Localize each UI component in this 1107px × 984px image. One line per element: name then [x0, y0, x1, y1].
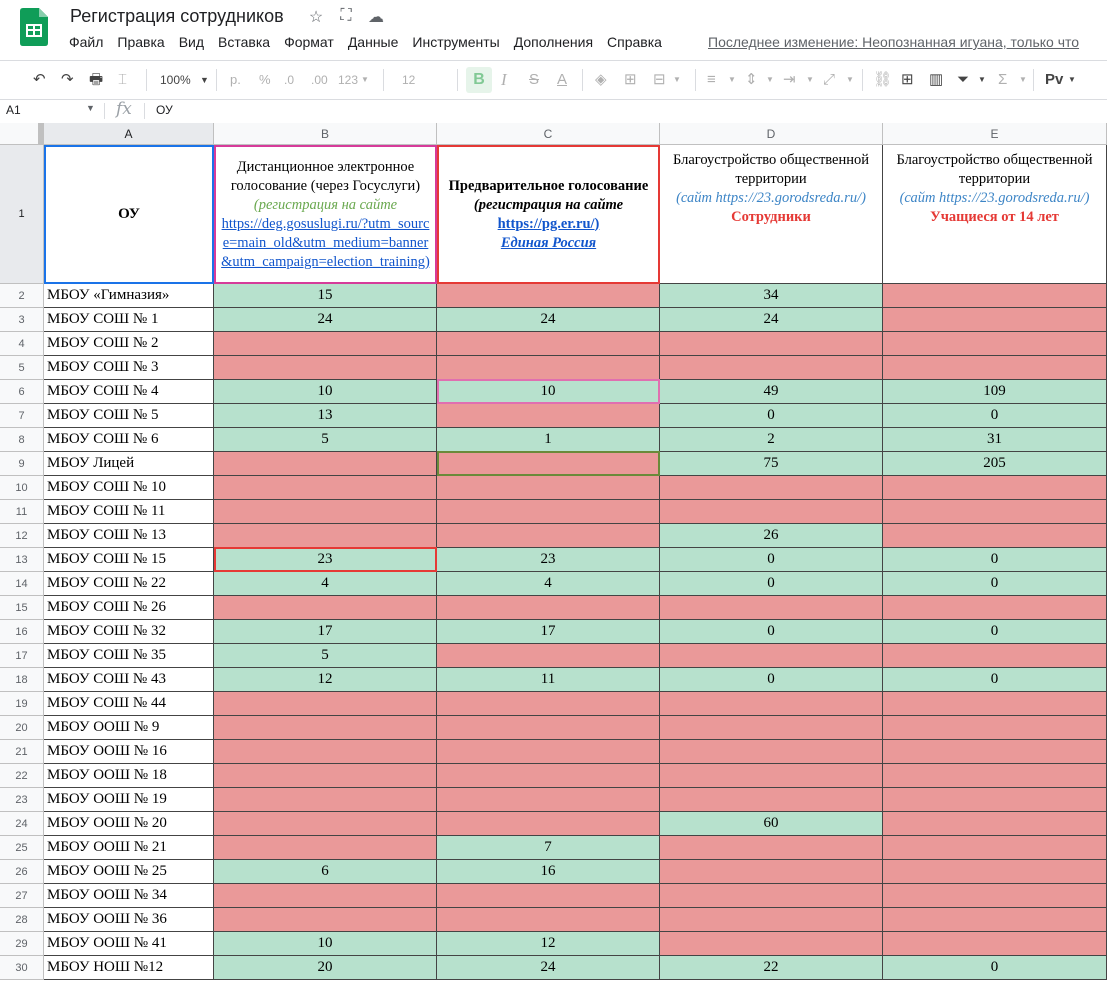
value-cell-b[interactable] [214, 476, 437, 500]
row-header[interactable]: 16 [0, 620, 44, 644]
chevron-down-icon[interactable]: ▼ [361, 75, 369, 84]
column-header-b[interactable]: B [214, 123, 437, 145]
value-cell-e[interactable] [883, 788, 1107, 812]
filter-icon[interactable]: ⏷ [957, 71, 970, 88]
value-cell-b[interactable] [214, 332, 437, 356]
chevron-down-icon[interactable]: ▼ [200, 75, 209, 85]
value-cell-b[interactable] [214, 452, 437, 476]
value-cell-e[interactable] [883, 860, 1107, 884]
menu-data[interactable]: Данные [347, 34, 399, 50]
value-cell-c[interactable] [437, 788, 660, 812]
value-cell-d[interactable]: 24 [660, 308, 883, 332]
document-title[interactable]: Регистрация сотрудников [70, 6, 284, 26]
cell-a1[interactable] [44, 145, 214, 284]
school-name-cell[interactable]: МБОУ СОШ № 44 [44, 692, 214, 716]
row-header[interactable]: 14 [0, 572, 44, 596]
value-cell-d[interactable]: 2 [660, 428, 883, 452]
redo-icon[interactable]: ↷ [61, 71, 74, 88]
school-name-cell[interactable]: МБОУ ООШ № 18 [44, 764, 214, 788]
value-cell-b[interactable] [214, 812, 437, 836]
school-name-cell[interactable]: МБОУ СОШ № 43 [44, 668, 214, 692]
cell-c1[interactable] [437, 145, 660, 284]
value-cell-d[interactable] [660, 764, 883, 788]
value-cell-c[interactable] [437, 764, 660, 788]
borders-icon[interactable]: ⊞ [624, 71, 637, 88]
school-name-cell[interactable]: МБОУ «Гимназия» [44, 284, 214, 308]
value-cell-e[interactable] [883, 596, 1107, 620]
value-cell-e[interactable]: 31 [883, 428, 1107, 452]
chevron-down-icon[interactable]: ▼ [806, 75, 814, 84]
value-cell-d[interactable] [660, 692, 883, 716]
school-name-cell[interactable]: МБОУ ООШ № 41 [44, 932, 214, 956]
value-cell-d[interactable] [660, 596, 883, 620]
value-cell-c[interactable] [437, 284, 660, 308]
value-cell-b[interactable]: 13 [214, 404, 437, 428]
fx-icon: fx [116, 99, 132, 119]
insert-comment-icon[interactable]: ⊞ [901, 71, 914, 88]
value-cell-e[interactable] [883, 716, 1107, 740]
fill-color-icon[interactable]: ◈ [595, 71, 607, 88]
value-cell-e[interactable]: 205 [883, 452, 1107, 476]
value-cell-c[interactable] [437, 644, 660, 668]
value-cell-d[interactable]: 0 [660, 620, 883, 644]
value-cell-b[interactable] [214, 692, 437, 716]
cell-b1[interactable] [214, 145, 437, 284]
value-cell-e[interactable]: 0 [883, 668, 1107, 692]
value-cell-b[interactable] [214, 908, 437, 932]
row-header[interactable]: 25 [0, 836, 44, 860]
paint-format-icon[interactable]: ⌶ [118, 71, 128, 88]
row-header[interactable]: 23 [0, 788, 44, 812]
value-cell-c[interactable]: 24 [437, 956, 660, 980]
text-color-button[interactable]: A [557, 71, 568, 88]
cell-d1[interactable] [660, 145, 883, 284]
menu-insert[interactable]: Вставка [218, 34, 271, 50]
school-name-cell[interactable]: МБОУ ООШ № 9 [44, 716, 214, 740]
value-cell-c[interactable] [437, 908, 660, 932]
school-name-cell[interactable]: МБОУ СОШ № 11 [44, 500, 214, 524]
school-name-cell[interactable]: МБОУ СОШ № 32 [44, 620, 214, 644]
row-header[interactable]: 20 [0, 716, 44, 740]
value-cell-e[interactable] [883, 692, 1107, 716]
font-size-select[interactable]: 12 [402, 73, 416, 87]
chevron-down-icon[interactable]: ▼ [728, 75, 736, 84]
value-cell-e[interactable] [883, 332, 1107, 356]
row-header[interactable]: 24 [0, 812, 44, 836]
name-box[interactable]: A1 [6, 103, 21, 117]
input-tools-button[interactable]: Pv [1045, 71, 1064, 88]
cell-text: Сотрудники [731, 209, 811, 225]
value-cell-d[interactable]: 0 [660, 668, 883, 692]
row-header[interactable]: 15 [0, 596, 44, 620]
value-cell-b[interactable]: 4 [214, 572, 437, 596]
value-cell-d[interactable]: 0 [660, 404, 883, 428]
cell-text: (регистрация на сайте [253, 196, 398, 213]
school-name-cell[interactable]: МБОУ СОШ № 15 [44, 548, 214, 572]
school-name-cell[interactable]: МБОУ СОШ № 22 [44, 572, 214, 596]
value-cell-e[interactable] [883, 500, 1107, 524]
value-cell-e[interactable]: 0 [883, 572, 1107, 596]
zoom-select[interactable]: 100% [160, 73, 191, 87]
value-cell-e[interactable]: 0 [883, 404, 1107, 428]
value-cell-c[interactable] [437, 500, 660, 524]
formula-bar [0, 99, 1107, 124]
value-cell-b[interactable] [214, 884, 437, 908]
value-cell-b[interactable] [214, 356, 437, 380]
value-cell-c[interactable] [437, 812, 660, 836]
value-cell-e[interactable] [883, 884, 1107, 908]
school-name-cell[interactable]: МБОУ ООШ № 19 [44, 788, 214, 812]
row-header[interactable]: 4 [0, 332, 44, 356]
school-name-cell[interactable]: МБОУ Лицей [44, 452, 214, 476]
gosuslugi-link[interactable]: https://deg.gosuslugi.ru/?utm_source=main_old&utm_medium=banner&utm_campaign=election_training) [221, 215, 430, 270]
select-all-corner[interactable] [0, 123, 44, 145]
row-header[interactable]: 11 [0, 500, 44, 524]
value-cell-c[interactable]: 24 [437, 308, 660, 332]
cell-text: (сайт https://23.gorodsreda.ru/) [676, 190, 866, 206]
value-cell-b[interactable]: 17 [214, 620, 437, 644]
value-cell-d[interactable] [660, 908, 883, 932]
value-cell-e[interactable] [883, 836, 1107, 860]
value-cell-b[interactable]: 12 [214, 668, 437, 692]
star-icon[interactable]: ☆ [308, 9, 324, 26]
text-wrap-icon[interactable]: ⇥ [783, 71, 796, 88]
cell-text: Учащиеся от 14 лет [930, 209, 1059, 225]
column-header-d[interactable]: D [660, 123, 883, 145]
column-header-a[interactable]: A [44, 123, 214, 145]
bold-button[interactable]: B [466, 67, 492, 93]
value-cell-b[interactable]: 5 [214, 644, 437, 668]
value-cell-c[interactable] [437, 524, 660, 548]
strikethrough-button[interactable]: S [529, 71, 540, 88]
value-cell-b[interactable] [214, 524, 437, 548]
value-cell-d[interactable]: 34 [660, 284, 883, 308]
value-cell-c[interactable] [437, 596, 660, 620]
text-rotation-icon[interactable]: ⤢ [823, 71, 836, 88]
value-cell-b[interactable]: 6 [214, 860, 437, 884]
chevron-down-icon[interactable]: ▼ [978, 75, 986, 84]
value-cell-d[interactable] [660, 932, 883, 956]
row-header[interactable]: 6 [0, 380, 44, 404]
sheets-logo-icon[interactable] [20, 8, 48, 46]
value-cell-d[interactable] [660, 740, 883, 764]
row-header[interactable]: 2 [0, 284, 44, 308]
row-header[interactable]: 28 [0, 908, 44, 932]
increase-decimal-button[interactable]: .00 [311, 73, 328, 87]
value-cell-c[interactable] [437, 452, 660, 476]
menu-addons[interactable]: Дополнения [513, 34, 594, 50]
spreadsheet-grid [0, 123, 1107, 984]
value-cell-e[interactable] [883, 764, 1107, 788]
menu-bar [62, 34, 669, 50]
row-header[interactable]: 19 [0, 692, 44, 716]
row-header[interactable]: 26 [0, 860, 44, 884]
align-horizontal-icon[interactable]: ≡ [707, 71, 716, 88]
school-name-cell[interactable]: МБОУ ООШ № 25 [44, 860, 214, 884]
cell-text: Благоустройство общественной территории [896, 152, 1093, 187]
school-name-cell[interactable]: МБОУ СОШ № 2 [44, 332, 214, 356]
value-cell-c[interactable] [437, 476, 660, 500]
value-cell-d[interactable]: 22 [660, 956, 883, 980]
value-cell-d[interactable] [660, 716, 883, 740]
value-cell-b[interactable] [214, 716, 437, 740]
school-name-cell[interactable]: МБОУ ООШ № 34 [44, 884, 214, 908]
cell-text: ОУ [118, 206, 140, 222]
value-cell-d[interactable] [660, 476, 883, 500]
value-cell-d[interactable]: 60 [660, 812, 883, 836]
value-cell-b[interactable] [214, 836, 437, 860]
value-cell-b[interactable]: 23 [214, 548, 437, 572]
value-cell-b[interactable]: 5 [214, 428, 437, 452]
row-header[interactable]: 8 [0, 428, 44, 452]
cell-text: Дистанционное электронное голосование (через Госуслуги) [230, 158, 421, 194]
value-cell-e[interactable] [883, 932, 1107, 956]
school-name-cell[interactable]: МБОУ ООШ № 20 [44, 812, 214, 836]
row-header[interactable]: 10 [0, 476, 44, 500]
last-edit-link[interactable]: Последнее изменение: Неопознанная игуана, только что [708, 34, 1080, 50]
italic-button[interactable]: I [501, 70, 507, 89]
value-cell-b[interactable]: 10 [214, 932, 437, 956]
pg-er-link[interactable]: https://pg.er.ru/) [497, 215, 600, 232]
row-header[interactable]: 21 [0, 740, 44, 764]
chevron-down-icon[interactable]: ▼ [766, 75, 774, 84]
value-cell-e[interactable] [883, 284, 1107, 308]
merge-cells-icon[interactable]: ⊟ [653, 71, 666, 88]
school-name-cell[interactable]: МБОУ НОШ №12 [44, 956, 214, 980]
column-header-e[interactable]: E [883, 123, 1107, 145]
value-cell-e[interactable]: 0 [883, 548, 1107, 572]
decrease-decimal-button[interactable]: .0 [284, 73, 295, 87]
value-cell-e[interactable] [883, 812, 1107, 836]
value-cell-c[interactable] [437, 740, 660, 764]
value-cell-b[interactable]: 10 [214, 380, 437, 404]
align-vertical-icon[interactable]: ⇕ [745, 71, 758, 88]
school-name-cell[interactable]: МБОУ СОШ № 26 [44, 596, 214, 620]
row-header[interactable]: 29 [0, 932, 44, 956]
menu-format[interactable]: Формат [284, 34, 334, 50]
title-bar [0, 0, 1107, 60]
school-name-cell[interactable]: МБОУ ООШ № 21 [44, 836, 214, 860]
value-cell-b[interactable] [214, 764, 437, 788]
value-cell-e[interactable]: 0 [883, 956, 1107, 980]
row-header[interactable]: 13 [0, 548, 44, 572]
school-name-cell[interactable]: МБОУ СОШ № 5 [44, 404, 214, 428]
school-name-cell[interactable]: МБОУ СОШ № 35 [44, 644, 214, 668]
menu-help[interactable]: Справка [607, 34, 662, 50]
value-cell-d[interactable]: 26 [660, 524, 883, 548]
value-cell-c[interactable]: 1 [437, 428, 660, 452]
currency-format-button[interactable]: р. [230, 72, 241, 87]
value-cell-e[interactable]: 0 [883, 620, 1107, 644]
school-name-cell[interactable]: МБОУ СОШ № 3 [44, 356, 214, 380]
chevron-down-icon[interactable]: ▼ [1068, 75, 1076, 84]
value-cell-d[interactable] [660, 500, 883, 524]
value-cell-c[interactable]: 23 [437, 548, 660, 572]
value-cell-c[interactable]: 7 [437, 836, 660, 860]
value-cell-d[interactable]: 75 [660, 452, 883, 476]
value-cell-e[interactable] [883, 524, 1107, 548]
value-cell-d[interactable] [660, 860, 883, 884]
value-cell-c[interactable] [437, 716, 660, 740]
value-cell-c[interactable] [437, 404, 660, 428]
formula-input[interactable]: ОУ [156, 103, 173, 117]
value-cell-c[interactable] [437, 356, 660, 380]
chevron-down-icon[interactable]: ▼ [846, 75, 854, 84]
value-cell-d[interactable]: 0 [660, 548, 883, 572]
value-cell-c[interactable] [437, 692, 660, 716]
row-header[interactable]: 27 [0, 884, 44, 908]
value-cell-d[interactable]: 49 [660, 380, 883, 404]
row-header[interactable]: 5 [0, 356, 44, 380]
insert-chart-icon[interactable]: ▥ [929, 71, 944, 88]
value-cell-d[interactable] [660, 356, 883, 380]
functions-icon[interactable]: Σ [998, 71, 1008, 88]
percent-format-button[interactable]: % [259, 72, 271, 87]
school-name-cell[interactable]: МБОУ СОШ № 4 [44, 380, 214, 404]
menu-tools[interactable]: Инструменты [412, 34, 500, 50]
value-cell-d[interactable] [660, 836, 883, 860]
value-cell-b[interactable] [214, 788, 437, 812]
value-cell-b[interactable]: 15 [214, 284, 437, 308]
toolbar [0, 60, 1107, 100]
chevron-down-icon[interactable]: ▼ [86, 103, 95, 113]
row-header[interactable]: 7 [0, 404, 44, 428]
row-header[interactable]: 18 [0, 668, 44, 692]
value-cell-e[interactable] [883, 308, 1107, 332]
value-cell-e[interactable] [883, 644, 1107, 668]
row-header[interactable]: 9 [0, 452, 44, 476]
menu-edit[interactable]: Правка [117, 34, 165, 50]
value-cell-d[interactable] [660, 644, 883, 668]
value-cell-b[interactable]: 20 [214, 956, 437, 980]
value-cell-d[interactable]: 0 [660, 572, 883, 596]
value-cell-e[interactable]: 109 [883, 380, 1107, 404]
row-header[interactable]: 22 [0, 764, 44, 788]
value-cell-d[interactable] [660, 788, 883, 812]
value-cell-e[interactable] [883, 908, 1107, 932]
cell-text: Благоустройство общественной территории [672, 152, 870, 187]
value-cell-c[interactable]: 4 [437, 572, 660, 596]
value-cell-c[interactable] [437, 332, 660, 356]
school-name-cell[interactable]: МБОУ СОШ № 1 [44, 308, 214, 332]
school-name-cell[interactable]: МБОУ СОШ № 10 [44, 476, 214, 500]
school-name-cell[interactable]: МБОУ СОШ № 13 [44, 524, 214, 548]
cell-text: (сайт https://23.gorodsreda.ru/) [899, 190, 1090, 206]
value-cell-e[interactable] [883, 476, 1107, 500]
row-header[interactable]: 1 [0, 145, 44, 284]
move-to-folder-icon[interactable]: ⛶ [340, 7, 352, 24]
school-name-cell[interactable]: МБОУ ООШ № 36 [44, 908, 214, 932]
value-cell-e[interactable] [883, 356, 1107, 380]
menu-view[interactable]: Вид [178, 34, 205, 50]
cell-text: (регистрация на сайте [473, 196, 624, 213]
value-cell-c[interactable]: 11 [437, 668, 660, 692]
row-header[interactable]: 12 [0, 524, 44, 548]
value-cell-c[interactable]: 12 [437, 932, 660, 956]
cell-text: Единая Россия [500, 234, 597, 251]
chevron-down-icon[interactable]: ▼ [1019, 75, 1027, 84]
value-cell-b[interactable] [214, 500, 437, 524]
value-cell-b[interactable]: 24 [214, 308, 437, 332]
cell-e1[interactable] [883, 145, 1107, 284]
value-cell-d[interactable] [660, 332, 883, 356]
value-cell-c[interactable] [437, 884, 660, 908]
row-header[interactable]: 30 [0, 956, 44, 980]
cell-text: Предварительное голосование [448, 177, 649, 194]
insert-link-icon[interactable]: ⛓ [873, 71, 893, 88]
print-icon[interactable]: 🖶 [89, 71, 104, 88]
column-header-c[interactable]: C [437, 123, 660, 145]
value-cell-c[interactable]: 10 [437, 380, 660, 404]
undo-icon[interactable]: ↶ [33, 71, 46, 88]
value-cell-b[interactable] [214, 596, 437, 620]
more-formats-button[interactable]: 123 [338, 73, 359, 87]
school-name-cell[interactable]: МБОУ ООШ № 16 [44, 740, 214, 764]
value-cell-d[interactable] [660, 884, 883, 908]
row-header[interactable]: 17 [0, 644, 44, 668]
row-header[interactable]: 3 [0, 308, 44, 332]
school-name-cell[interactable]: МБОУ СОШ № 6 [44, 428, 214, 452]
value-cell-c[interactable]: 17 [437, 620, 660, 644]
cloud-saved-icon[interactable]: ☁ [368, 9, 384, 26]
menu-file[interactable]: Файл [69, 34, 104, 50]
value-cell-b[interactable] [214, 740, 437, 764]
value-cell-e[interactable] [883, 740, 1107, 764]
value-cell-c[interactable]: 16 [437, 860, 660, 884]
chevron-down-icon[interactable]: ▼ [673, 75, 681, 84]
